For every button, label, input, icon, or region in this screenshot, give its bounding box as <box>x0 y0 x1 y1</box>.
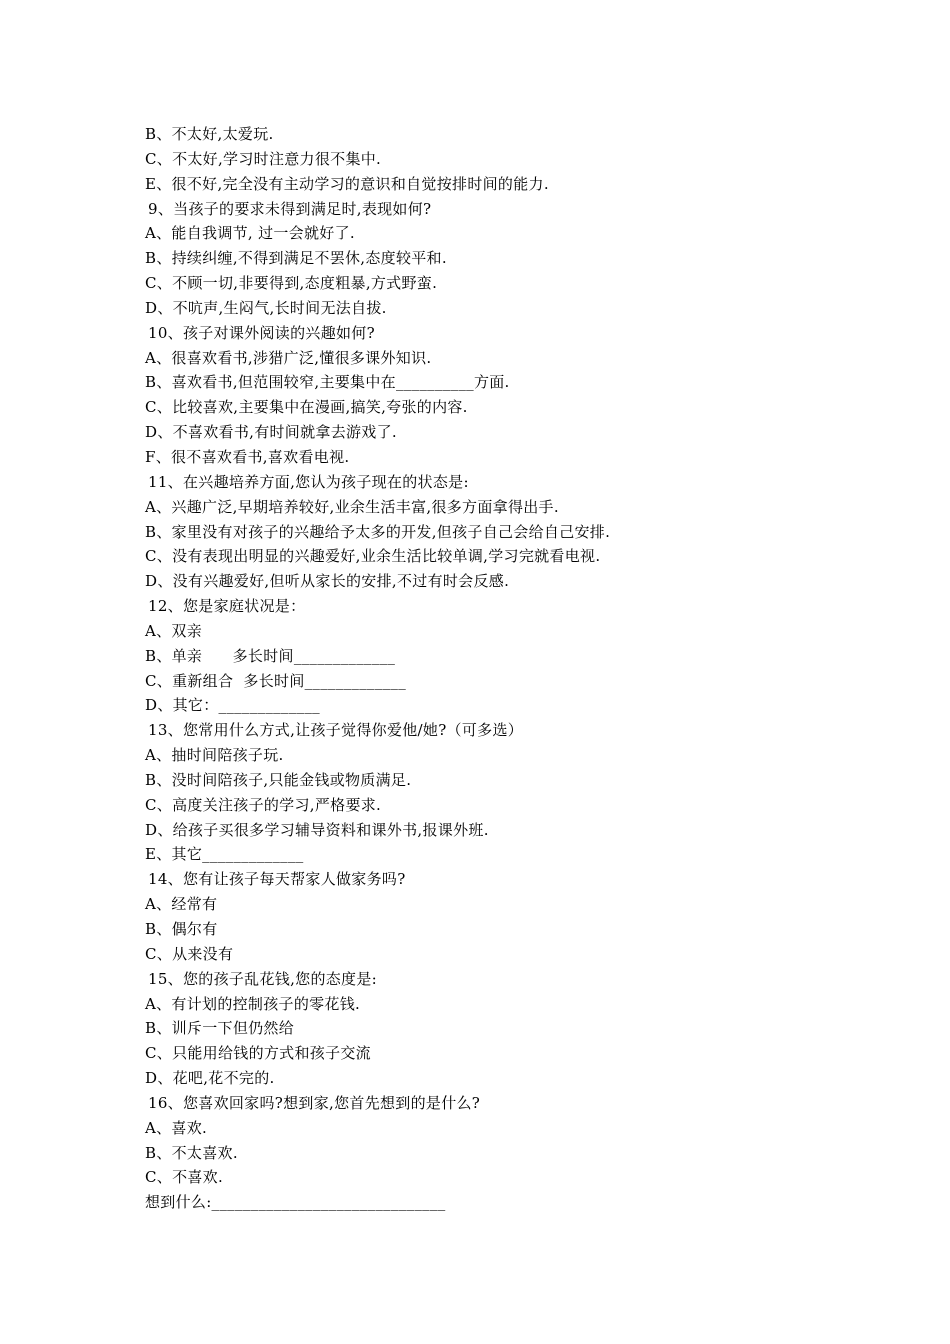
option-text: C、不顾一切,非要得到,态度粗暴,方式野蛮. <box>145 274 438 293</box>
option-text: A、很喜欢看书,涉猎广泛,懂很多课外知识. <box>145 348 432 367</box>
option-text: B、单亲 多长时间_____________ <box>145 646 396 665</box>
option-text: C、只能用给钱的方式和孩子交流 <box>145 1044 371 1063</box>
option-text: B、不太喜欢. <box>145 1143 238 1162</box>
question-text: 16、您喜欢回家吗?想到家,您首先想到的是什么? <box>148 1093 481 1112</box>
option-text: 想到什么:______________________________ <box>145 1193 446 1212</box>
option-text: D、不喜欢看书,有时间就拿去游戏了. <box>145 423 397 442</box>
option-text: C、比较喜欢,主要集中在漫画,搞笑,夸张的内容. <box>145 398 468 417</box>
option-text: A、双亲 <box>145 621 203 640</box>
option-text: B、喜欢看书,但范围较窄,主要集中在__________方面. <box>145 373 510 392</box>
option-text: B、偶尔有 <box>145 920 218 938</box>
option-text: A、能自我调节, 过一会就好了. <box>145 224 355 243</box>
option-text: D、花吧,花不完的. <box>145 1069 275 1088</box>
option-text: A、经常有 <box>145 895 218 914</box>
question-text: 12、您是家庭状况是： <box>148 597 306 616</box>
option-text: B、不太好,太爱玩. <box>145 125 274 143</box>
option-text: A、抽时间陪孩子玩. <box>145 746 284 765</box>
option-text: B、持续纠缠,不得到满足不罢休,态度较平和. <box>145 249 447 268</box>
option-text: D、不吭声,生闷气,长时间无法自拔. <box>145 298 387 317</box>
option-text: C、没有表现出明显的兴趣爱好,业余生活比较单调,学习完就看电视. <box>145 547 601 566</box>
option-text: E、其它_____________ <box>145 845 304 864</box>
question-text: 11、在兴趣培养方面,您认为孩子现在的状态是: <box>148 472 469 491</box>
option-text: D、其它：_____________ <box>145 696 320 715</box>
option-text: A、喜欢. <box>145 1118 208 1137</box>
option-text: C、高度关注孩子的学习,严格要求. <box>145 795 382 814</box>
question-text: 9、当孩子的要求未得到满足时,表现如何? <box>148 199 432 218</box>
option-text: C、从来没有 <box>145 944 234 963</box>
option-text: C、不太好,学习时注意力很不集中. <box>145 149 382 168</box>
option-text: C、重新组合 多长时间_____________ <box>145 671 407 690</box>
questionnaire-body <box>145 122 905 1215</box>
option-text: B、没时间陪孩子,只能金钱或物质满足. <box>145 770 412 789</box>
option-text: A、兴趣广泛,早期培养较好,业余生活丰富,很多方面拿得出手. <box>145 497 559 516</box>
option-text: A、有计划的控制孩子的零花钱. <box>145 994 361 1013</box>
option-text: F、很不喜欢看书,喜欢看电视. <box>145 447 350 466</box>
question-text: 10、孩子对课外阅读的兴趣如何? <box>148 323 375 342</box>
option-text: E、很不好,完全没有主动学习的意识和自觉按排时间的能力. <box>145 174 549 193</box>
option-text: D、给孩子买很多学习辅导资料和课外书,报课外班. <box>145 820 489 839</box>
option-text: D、没有兴趣爱好,但听从家长的安排,不过有时会反感. <box>145 572 510 591</box>
option-text: B、家里没有对孩子的兴趣给予太多的开发,但孩子自己会给自己安排. <box>145 522 611 541</box>
question-text: 14、您有让孩子每天帮家人做家务吗? <box>148 870 406 889</box>
option-text: B、训斥一下但仍然给 <box>145 1019 295 1038</box>
question-text: 15、您的孩子乱花钱,您的态度是: <box>148 969 378 988</box>
option-text: C、不喜欢. <box>145 1168 224 1187</box>
question-text: 13、您常用什么方式,让孩子觉得你爱他/她?（可多选） <box>148 721 524 740</box>
